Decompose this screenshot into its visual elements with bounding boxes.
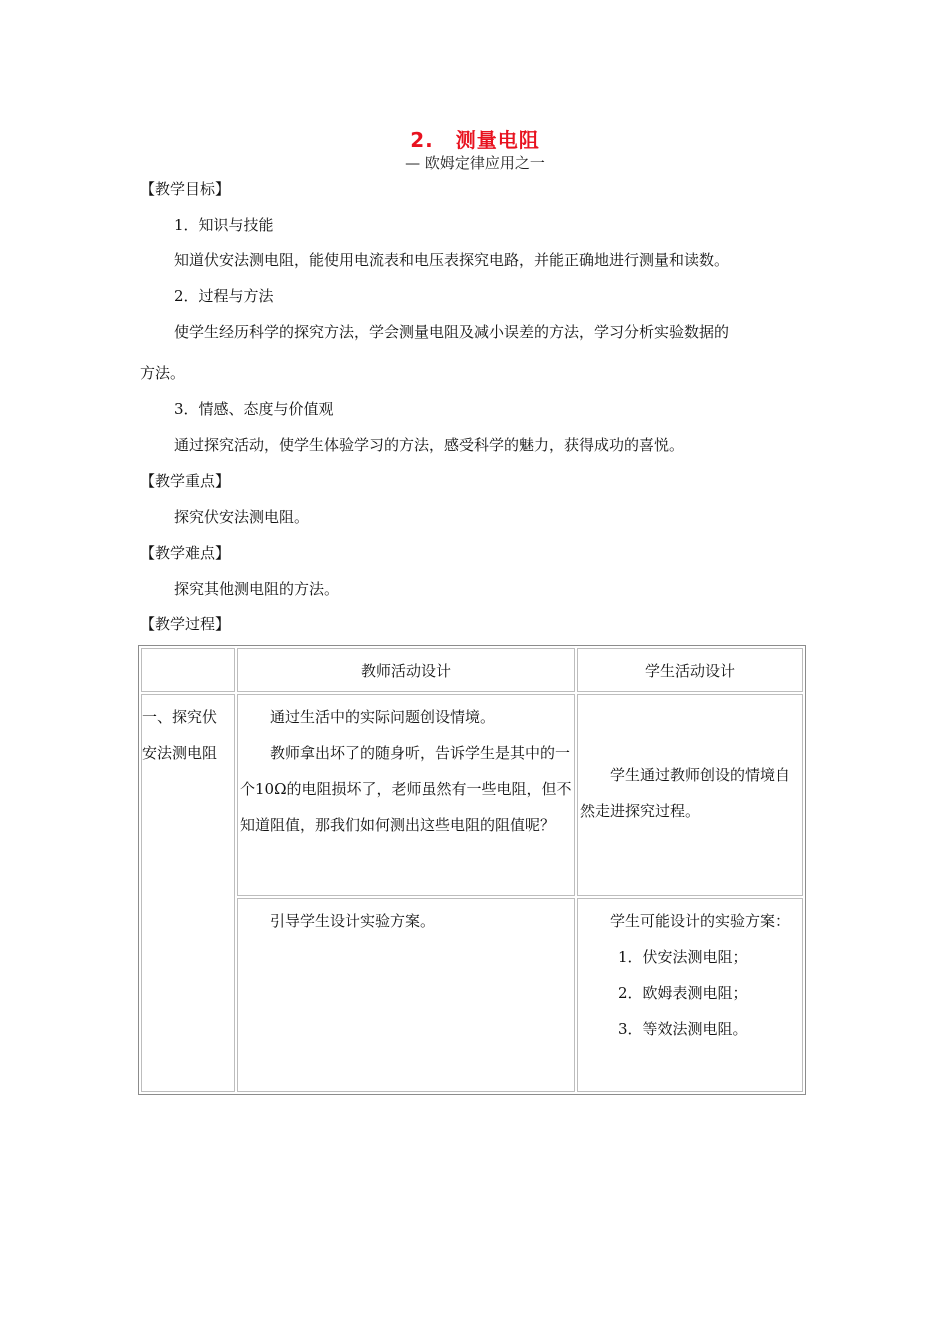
table-row: [141, 898, 803, 1092]
goal3-title: 3．情感、态度与价值观: [174, 400, 334, 418]
goal1-title: 1．知识与技能: [174, 216, 274, 234]
list-item: 3．等效法测电阻。: [618, 1020, 748, 1039]
key-heading: 【教学重点】: [140, 472, 231, 490]
table-header-row: [141, 648, 803, 692]
goal3-text: 通过探究活动，使学生体验学习的方法，感受科学的魅力，获得成功的喜悦。: [174, 436, 685, 454]
row-label-line2: 安法测电阻: [142, 744, 218, 763]
process-table: [138, 645, 806, 1095]
goal2-title: 2．过程与方法: [174, 287, 274, 305]
header-student-cell: [577, 648, 803, 692]
difficulty-text: 探究其他测电阻的方法。: [174, 580, 340, 598]
key-text: 探究伏安法测电阻。: [174, 508, 310, 526]
list-item: 1．伏安法测电阻；: [618, 948, 748, 967]
row2-teacher-text: 引导学生设计实验方案。: [270, 912, 436, 931]
title-number: 2.: [410, 128, 434, 152]
row1-student-text: 学生通过教师创设的情境自然走进探究过程。: [580, 766, 791, 821]
process-heading: 【教学过程】: [140, 615, 231, 633]
row2-student-cell: [577, 898, 803, 1092]
goal2-text-line2: 方法。: [140, 364, 186, 382]
difficulty-heading: 【教学难点】: [140, 544, 231, 562]
header-student: 学生活动设计: [644, 662, 735, 680]
subtitle: — 欧姆定律应用之一: [405, 154, 545, 172]
page-title: [0, 124, 950, 153]
row1-student-cell: [577, 694, 803, 896]
row1-teacher-p1: 通过生活中的实际问题创设情境。: [270, 708, 496, 727]
row2-student-intro: 学生可能设计的实验方案：: [610, 912, 791, 931]
row-label-line1: 一、探究伏: [142, 708, 218, 727]
goal2-text-line1: 使学生经历科学的探究方法，学会测量电阻及减小误差的方法，学习分析实验数据的: [174, 323, 730, 341]
header-teacher-cell: [237, 648, 575, 692]
header-teacher: 教师活动设计: [360, 662, 451, 680]
goals-heading: 【教学目标】: [140, 180, 231, 198]
title-text: 测量电阻: [455, 128, 540, 152]
table-row: [141, 694, 803, 896]
row2-teacher-cell: [237, 898, 575, 1092]
header-empty-cell: [141, 648, 235, 692]
list-item: 2．欧姆表测电阻；: [618, 984, 748, 1003]
row1-teacher-p2: 教师拿出坏了的随身听，告诉学生是其中的一个10Ω的电阻损坏了，老师虽然有一些电阻，但不知道阻值，那我们如何测出这些电阻的阻值呢？: [240, 744, 572, 835]
goal1-text: 知道伏安法测电阻，能使用电流表和电压表探究电路，并能正确地进行测量和读数。: [174, 251, 730, 269]
row1-teacher-cell: [237, 694, 575, 896]
row-label-cell: [141, 694, 235, 1092]
